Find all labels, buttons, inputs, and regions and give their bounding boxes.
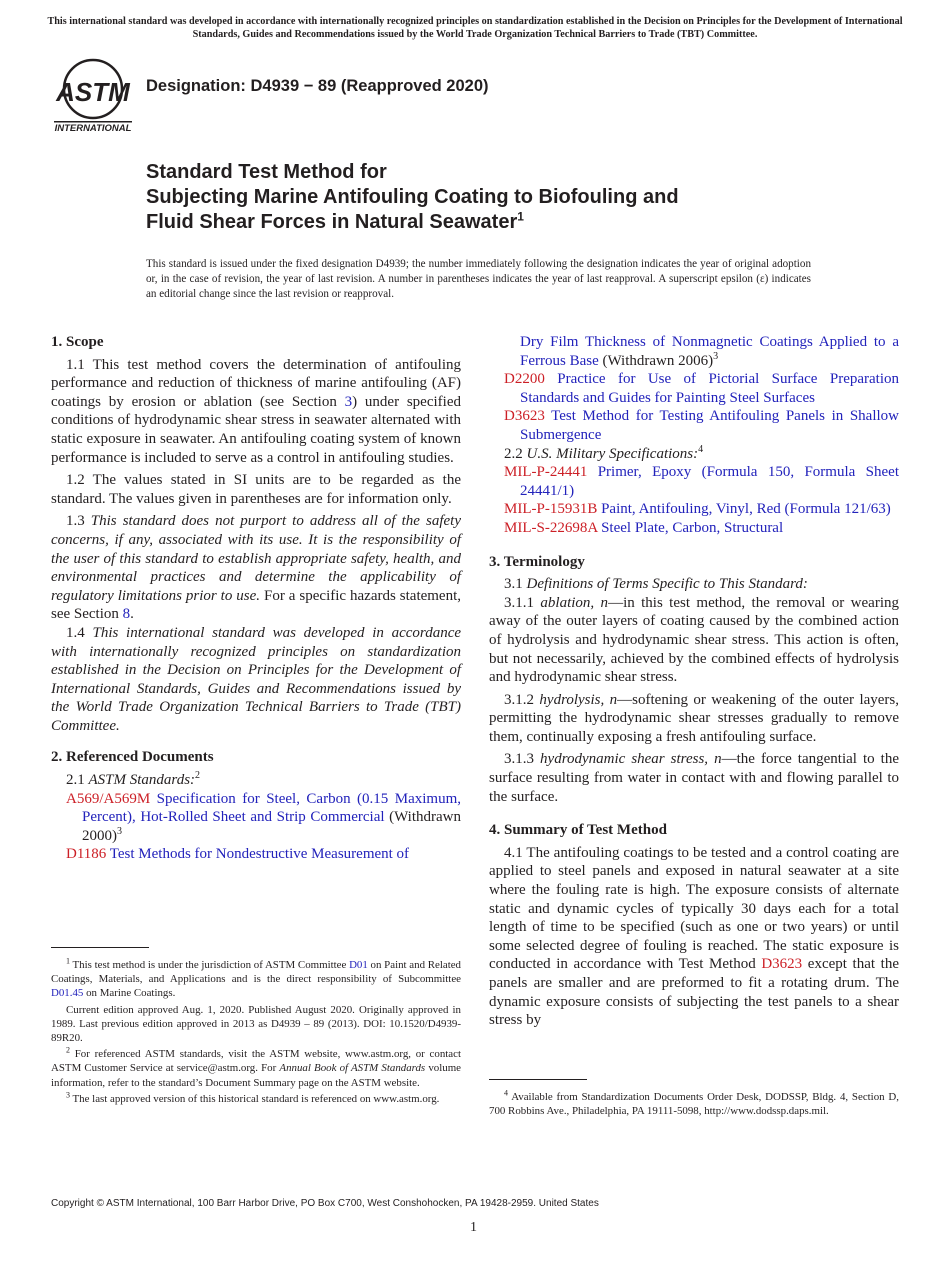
section-heading-referenced-documents: 2. Referenced Documents xyxy=(51,749,214,766)
document-title xyxy=(146,160,846,235)
para-3-1-3: 3.1.3 hydrodynamic shear stress, n—the force tangential to the surface resulting from water in contact with and flowing parallel to the surface. xyxy=(489,751,899,805)
footnote-1-edition: Current edition approved Aug. 1, 2020. Published August 2020. Originally approved in 1989. Last previous edition approved in 2013 as D4939 – 89 (2013). DOI: 10.1520/D4939-89R20. xyxy=(51,1003,461,1045)
ref-d3623 xyxy=(489,407,899,444)
title-footnote-ref: 1 xyxy=(517,209,524,224)
ref-mil-p-24441-title-link[interactable]: Primer, Epoxy (Formula 150, Formula Sheet 24441/1) xyxy=(520,464,900,499)
section-8-link[interactable]: 8 xyxy=(122,606,131,623)
ref-d3623-title-link[interactable]: Test Method for Testing Antifouling Panels in Shallow Submergence xyxy=(520,408,899,443)
ref-mil-p-15931b xyxy=(489,500,899,519)
para-3-1-2: 3.1.2 hydrolysis, n—softening or weakening of the outer layers, permitting the hydrodynamic shear stresses gradually to remove them, continually exposing a fresh antifouling surface. xyxy=(489,691,900,745)
ref-a569-code-link[interactable]: A569/A569M xyxy=(66,790,151,807)
subcommittee-d01-45-link[interactable]: D01.45 xyxy=(51,987,84,1000)
footnote-1: $^1$ This test method is under the jurisdiction of ASTM Committee D01 on Paint and Related Coatings, Materials, and Applications and is the direct responsibility of Subcommittee D01.45 on Marine Coatings. xyxy=(51,956,462,1000)
top-notice: This international standard was developed in accordance with internationally recognized principles on standardization established in the Decision on Principles for the Development of International Standards, Guides and Recommendations issued by the World Trade Organization Technical Barriers to Trade (TBT) Committee. xyxy=(47,16,903,40)
section-heading-terminology: 3. Terminology xyxy=(489,553,585,570)
footnote-rule-left xyxy=(51,947,149,948)
footnote-4: $^4$ Available from Standardization Documents Order Desk, DODSSP, Bldg. 4, Section D, 700 Robbins Ave., Philadelphia, PA 19111-5098, http://www.dodssp.daps.mil. xyxy=(489,1088,899,1118)
ref-d2200 xyxy=(489,370,899,407)
designation: Designation: D4939 − 89 (Reapproved 2020) xyxy=(146,77,489,95)
ref-mil-s-22698a-title-link[interactable]: Steel Plate, Carbon, Structural xyxy=(601,519,784,536)
footnote-2: $^2$ For referenced ASTM standards, visit the ASTM website, www.astm.org, or contact ASTM Customer Service at service@astm.org. For Annual Book of ASTM Standards volume information, refer to the standard’s Document Summary page on the ASTM website. xyxy=(51,1045,461,1089)
para-1-2: 1.2 The values stated in SI units are to be regarded as the standard. The values given in parentheses are for information only. xyxy=(51,472,461,507)
para-1-3: 1.3 This standard does not purport to address all of the safety concerns, if any, associated with its use. It is the responsibility of the user of this standard to establish appropriate safety, health, and environmental practices and determine the applicability of regulatory limitations prior to use. For a specific hazards statement, see Section 8. xyxy=(51,513,462,623)
para-2-1: 2.1 ASTM Standards:$^2$ xyxy=(66,770,201,789)
title-line-2: Subjecting Marine Antifouling Coating to Biofouling and xyxy=(146,186,679,208)
committee-d01-link[interactable]: D01 xyxy=(349,959,368,971)
ref-mil-p-24441-code-link[interactable]: MIL-P-24441 xyxy=(504,464,588,481)
para-4-1: 4.1 The antifouling coatings to be tested and a control coating are applied to steel panels and exposed in natural seawater at a site where the fouling rate is high. The exposure consists of alternate static and dynamic cycles of typically 30 days each for a total length of time to be specified (such as one or two years) or until some selected degree of fouling is reached. The static exposure is conducted in accordance with Test Method D3623 except that the panels are smaller and are preformed to fit a rotating drum. The dynamic exposure consists of subjecting the test panels to a shear stress by xyxy=(489,844,899,1029)
ref-mil-s-22698a-code-link[interactable]: MIL-S-22698A xyxy=(504,519,598,536)
ref-d2200-title-link[interactable]: Practice for Use of Pictorial Surface Preparation Standards and Guides for Painting Steel Surfaces xyxy=(520,371,900,406)
ref-d1186 xyxy=(51,845,461,864)
section-heading-scope: 1. Scope xyxy=(51,334,104,350)
astm-logo xyxy=(52,55,134,133)
para-1-1: 1.1 This test method covers the determination of antifouling performance and reduction of thickness of marine antifouling (AF) coatings by erosion or ablation (see Section 3) under specified conditions of hydrodynamic shear stress in seawater alternated with static exposure in seawater. An antifouling coating system of known performance is included to serve as a control in antifouling studies. xyxy=(51,356,461,466)
title-line-1: Standard Test Method for xyxy=(146,161,387,183)
ref-mil-p-15931b-code-link[interactable]: MIL-P-15931B xyxy=(504,501,598,518)
ref-d1186-title-link[interactable]: Test Methods for Nondestructive Measurement of xyxy=(109,846,410,863)
section-heading-summary: 4. Summary of Test Method xyxy=(489,822,667,839)
logo-international-text: INTERNATIONAL xyxy=(54,123,132,133)
ref-mil-p-15931b-title-link[interactable]: Paint, Antifouling, Vinyl, Red (Formula 121/63) xyxy=(601,501,891,518)
ref-d2200-code-link[interactable]: D2200 xyxy=(504,371,545,388)
para-2-2: 2.2 U.S. Military Specifications:$^4$ xyxy=(504,443,704,462)
ref-mil-p-24441 xyxy=(489,463,899,500)
footnotes-right xyxy=(489,1090,899,1118)
section-3-link[interactable]: 3 xyxy=(344,393,353,410)
para-1-4: 1.4 This international standard was developed in accordance with internationally recognized principles on standardization established in the Decision on Principles for the Development of International Standards, Guides and Recommendations issued by the World Trade Organization Technical Barriers to Trade (TBT) Committee. xyxy=(51,624,462,734)
title-line-3: Fluid Shear Forces in Natural Seawater$^1$ xyxy=(146,209,524,233)
issue-note: This standard is issued under the fixed designation D4939; the number immediately following the designation indicates the year of original adoption or, in the case of revision, the year of last revision. A number in parentheses indicates the year of last reapproval. A superscript epsilon (ε) indicates an editorial change since the last revision or reapproval. xyxy=(146,258,811,300)
ref-d1186-title-cont-link[interactable]: Dry Film Thickness of Nonmagnetic Coatings Applied to a Ferrous Base xyxy=(520,334,899,369)
ref-a569: A569/A569M Specification for Steel, Carbon (0.15 Maximum, Percent), Hot-Rolled Sheet and Strip Commercial (Withdrawn 2000)$^3$ xyxy=(66,790,462,844)
ref-d1186-continued: Dry Film Thickness of Nonmagnetic Coatings Applied to a Ferrous Base (Withdrawn 2006)$^3$ xyxy=(520,334,899,369)
page-number: 1 xyxy=(470,1220,477,1235)
para-3-1: 3.1 Definitions of Terms Specific to This Standard: xyxy=(504,576,808,593)
logo-letters: ASTM xyxy=(56,77,130,107)
right-column xyxy=(489,333,899,1030)
footnotes-left xyxy=(51,958,461,1106)
ref-d3623-code-link[interactable]: D3623 xyxy=(504,408,545,425)
ref-mil-s-22698a xyxy=(489,519,899,538)
footnote-rule-right xyxy=(489,1079,587,1080)
left-column xyxy=(51,333,461,864)
copyright-line: Copyright © ASTM International, 100 Barr Harbor Drive, PO Box C700, West Conshohocken, PA 19428-2959. United States xyxy=(51,1198,599,1209)
footnote-3: $^3$ The last approved version of this historical standard is referenced on www.astm.org. xyxy=(66,1090,440,1105)
ref-a569-title-link[interactable]: Specification for Steel, Carbon (0.15 Maximum, Percent), Hot-Rolled Sheet and Strip Commercial xyxy=(82,790,461,826)
test-method-d3623-link[interactable]: D3623 xyxy=(761,956,803,973)
ref-d1186-code-link[interactable]: D1186 xyxy=(66,846,107,863)
para-3-1-1: 3.1.1 ablation, n—in this test method, the removal or wearing away of the outer layers of coating caused by the combined action of hydrolysis and hydrodynamic shear stress. This action is often, but not necessarily, achieved by the combined effects of hydrolysis and hydrodynamic shear stress. xyxy=(489,594,899,686)
